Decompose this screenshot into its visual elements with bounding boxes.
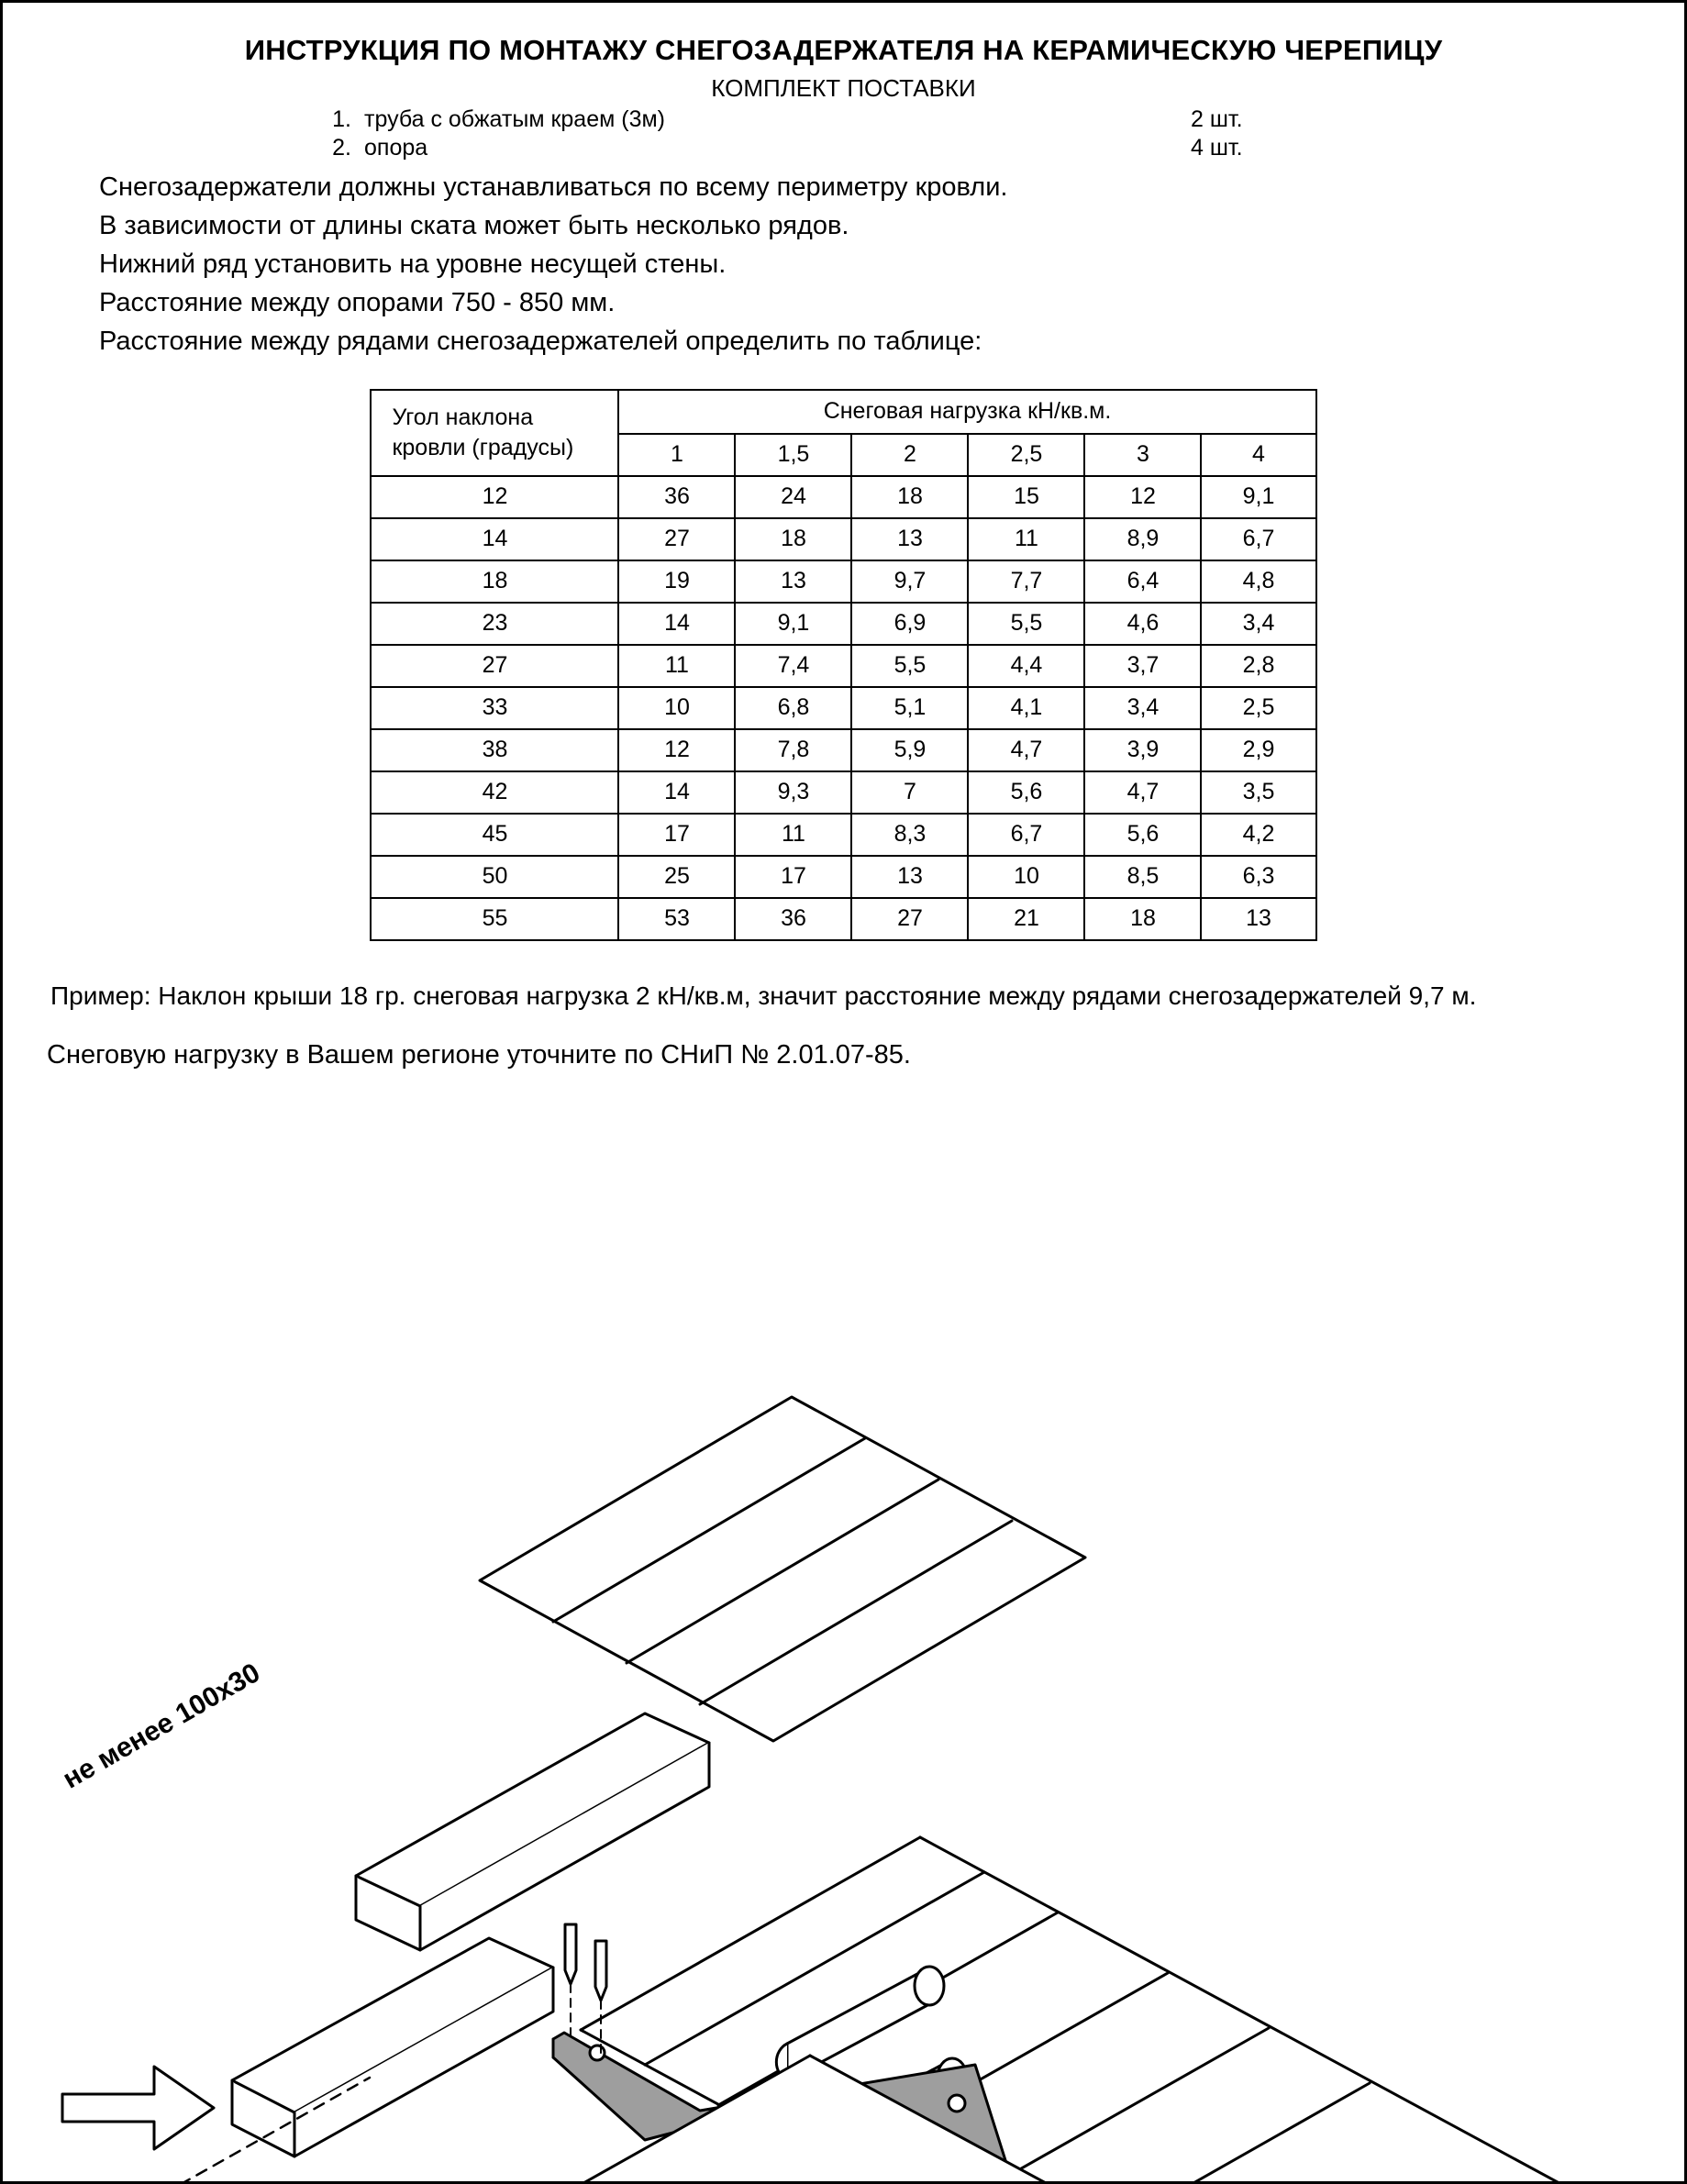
row-angle: 33	[371, 687, 618, 729]
list-item	[39, 135, 1648, 161]
table-header-row	[371, 390, 1315, 434]
kit-item-qty: 2 шт.	[1191, 106, 1243, 132]
column-header: 4	[1201, 434, 1315, 476]
cell: 4,2	[1201, 814, 1315, 856]
table-row	[371, 560, 1315, 603]
table-row	[371, 687, 1315, 729]
cell: 2,8	[1201, 645, 1315, 687]
kit-item-number: 1.	[332, 106, 351, 132]
row-angle: 42	[371, 771, 618, 814]
cell: 18	[735, 518, 851, 560]
corner-header-line2: кровли (градусы)	[392, 434, 574, 460]
table-row	[371, 898, 1315, 940]
cell: 7,8	[735, 729, 851, 771]
cell: 4,1	[968, 687, 1084, 729]
cell: 5,6	[1084, 814, 1201, 856]
batten-size-label: не менее 100х30	[58, 1657, 266, 1795]
cell: 4,7	[968, 729, 1084, 771]
row-angle: 38	[371, 729, 618, 771]
cell: 27	[618, 518, 735, 560]
table-corner-header	[371, 390, 618, 476]
kit-heading: КОМПЛЕКТ ПОСТАВКИ	[711, 74, 976, 102]
paragraph-5: Расстояние между рядами снегозадержателей определить по таблице:	[99, 327, 982, 357]
cell: 8,3	[851, 814, 968, 856]
cell: 10	[968, 856, 1084, 898]
snow-load-table	[370, 389, 1316, 941]
paragraph-3: Нижний ряд установить на уровне несущей стены.	[99, 249, 727, 280]
column-header: 2	[851, 434, 968, 476]
cell: 4,7	[1084, 771, 1201, 814]
row-angle: 23	[371, 603, 618, 645]
kit-list	[39, 106, 1648, 161]
cell: 5,5	[968, 603, 1084, 645]
cell: 13	[1201, 898, 1315, 940]
cell: 53	[618, 898, 735, 940]
kit-item-name: труба с обжатым краем (3м)	[364, 106, 665, 132]
cell: 6,9	[851, 603, 968, 645]
cell: 36	[618, 476, 735, 518]
cell: 3,9	[1084, 729, 1201, 771]
cell: 3,4	[1084, 687, 1201, 729]
cell: 7	[851, 771, 968, 814]
cell: 7,4	[735, 645, 851, 687]
cell: 27	[851, 898, 968, 940]
cell: 9,3	[735, 771, 851, 814]
cell: 5,9	[851, 729, 968, 771]
cell: 17	[618, 814, 735, 856]
cell: 14	[618, 603, 735, 645]
installation-diagram	[3, 1085, 1684, 2181]
cell: 19	[618, 560, 735, 603]
cell: 11	[968, 518, 1084, 560]
tile-panel-top	[480, 1397, 1085, 1741]
cell: 6,3	[1201, 856, 1315, 898]
table-row	[371, 729, 1315, 771]
cell: 3,5	[1201, 771, 1315, 814]
cell: 2,5	[1201, 687, 1315, 729]
cell: 8,5	[1084, 856, 1201, 898]
column-header: 2,5	[968, 434, 1084, 476]
cell: 17	[735, 856, 851, 898]
row-angle: 55	[371, 898, 618, 940]
column-header: 1,5	[735, 434, 851, 476]
table-row	[371, 645, 1315, 687]
table-row	[371, 518, 1315, 560]
cell: 9,1	[735, 603, 851, 645]
snip-reference-text: Снеговую нагрузку в Вашем регионе уточните по СНиП № 2.01.07-85.	[47, 1039, 911, 1070]
cell: 9,7	[851, 560, 968, 603]
example-text: Пример: Наклон крыши 18 гр. снеговая нагрузка 2 кН/кв.м, значит расстояние между рядами снегозадержателей 9,7 м.	[50, 981, 1477, 1010]
kit-item-number: 2.	[332, 135, 351, 161]
row-angle: 12	[371, 476, 618, 518]
cell: 24	[735, 476, 851, 518]
cell: 5,1	[851, 687, 968, 729]
cell: 6,4	[1084, 560, 1201, 603]
cell: 5,5	[851, 645, 968, 687]
table-row	[371, 856, 1315, 898]
cell: 13	[851, 856, 968, 898]
paragraph-2: В зависимости от длины ската может быть несколько рядов.	[99, 211, 849, 241]
cell: 36	[735, 898, 851, 940]
cell: 11	[735, 814, 851, 856]
table-row	[371, 814, 1315, 856]
cell: 12	[1084, 476, 1201, 518]
cell: 4,4	[968, 645, 1084, 687]
corner-header-line1: Угол наклона	[392, 405, 534, 431]
cell: 6,8	[735, 687, 851, 729]
cell: 3,4	[1201, 603, 1315, 645]
row-angle: 27	[371, 645, 618, 687]
row-angle: 18	[371, 560, 618, 603]
cell: 5,6	[968, 771, 1084, 814]
row-angle: 14	[371, 518, 618, 560]
cell: 4,6	[1084, 603, 1201, 645]
cell: 15	[968, 476, 1084, 518]
cell: 18	[851, 476, 968, 518]
kit-item-name: опора	[364, 135, 428, 161]
row-angle: 50	[371, 856, 618, 898]
cell: 18	[1084, 898, 1201, 940]
cell: 14	[618, 771, 735, 814]
cell: 4,8	[1201, 560, 1315, 603]
cell: 8,9	[1084, 518, 1201, 560]
fastening-screws	[565, 1924, 606, 2056]
cell: 11	[618, 645, 735, 687]
batten-middle	[356, 1713, 709, 1950]
cell: 10	[618, 687, 735, 729]
cell: 21	[968, 898, 1084, 940]
table-row	[371, 476, 1315, 518]
cell: 6,7	[968, 814, 1084, 856]
cell: 3,7	[1084, 645, 1201, 687]
batten-front	[232, 1938, 553, 2156]
cell: 13	[735, 560, 851, 603]
cell: 25	[618, 856, 735, 898]
paragraph-4: Расстояние между опорами 750 - 850 мм.	[99, 288, 616, 318]
kit-item-qty: 4 шт.	[1191, 135, 1243, 161]
table-row	[371, 771, 1315, 814]
list-item	[39, 106, 1648, 133]
cell: 9,1	[1201, 476, 1315, 518]
cell: 12	[618, 729, 735, 771]
table-group-header: Снеговая нагрузка кН/кв.м.	[618, 390, 1315, 434]
column-header: 1	[618, 434, 735, 476]
page-title: ИНСТРУКЦИЯ ПО МОНТАЖУ СНЕГОЗАДЕРЖАТЕЛЯ НА КЕРАМИЧЕСКУЮ ЧЕРЕПИЦУ	[244, 34, 1443, 66]
table-row	[371, 603, 1315, 645]
cell: 7,7	[968, 560, 1084, 603]
paragraph-1: Снегозадержатели должны устанавливаться по всему периметру кровли.	[99, 172, 1008, 202]
cell: 2,9	[1201, 729, 1315, 771]
column-header: 3	[1084, 434, 1201, 476]
row-angle: 45	[371, 814, 618, 856]
cell: 13	[851, 518, 968, 560]
cell: 6,7	[1201, 518, 1315, 560]
